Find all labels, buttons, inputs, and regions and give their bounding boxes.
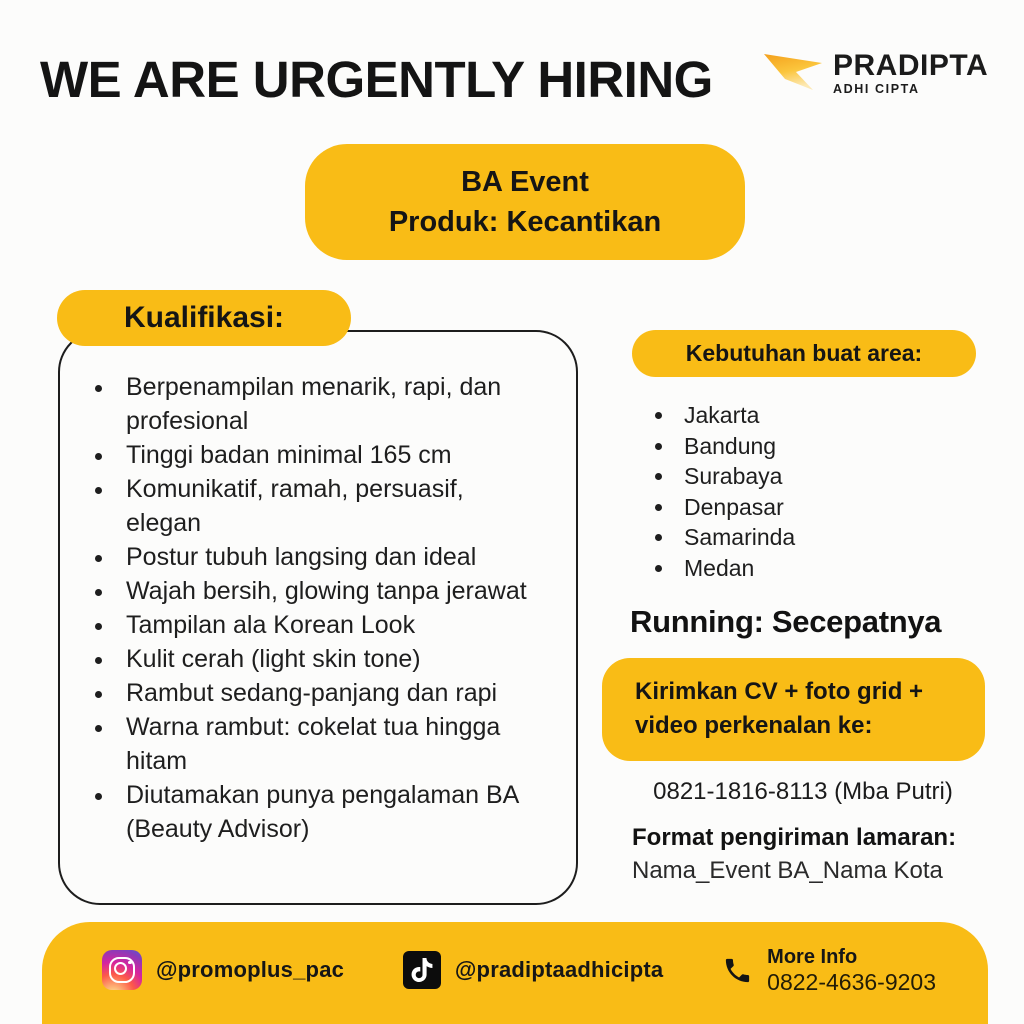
area-item: • Denpasar <box>676 492 795 523</box>
tiktok-contact[interactable] <box>403 951 663 989</box>
qualification-item: • Warna rambut: cokelat tua hingga hitam <box>116 710 536 778</box>
qualification-item: • Berpenampilan menarik, rapi, dan profesional <box>116 370 536 438</box>
qualification-item: • Diutamakan punya pengalaman BA (Beauty Advisor) <box>116 778 536 846</box>
area-item: • Medan <box>676 553 795 584</box>
format-label: Format pengiriman lamaran: <box>632 824 957 851</box>
more-info-label: More Info <box>767 945 858 968</box>
qualifications-box <box>58 330 578 905</box>
qualification-item: • Wajah bersih, glowing tanpa jerawat <box>116 574 536 608</box>
footer-bar <box>42 922 988 1024</box>
brand-logo-text <box>833 51 988 96</box>
phone-icon <box>722 955 753 986</box>
instagram-handle[interactable]: @promoplus_pac <box>156 957 345 982</box>
application-phone[interactable]: 0821-1816-8113 (Mba Putri) <box>653 778 953 805</box>
instagram-icon <box>102 950 142 990</box>
area-item: • Bandung <box>676 431 795 462</box>
more-info-contact[interactable] <box>722 945 936 996</box>
instagram-contact[interactable] <box>102 950 344 990</box>
cta-banner <box>602 658 985 761</box>
tiktok-handle[interactable]: @pradiptaadhicipta <box>454 957 664 982</box>
areas-heading-pill: Kebutuhan buat area: <box>632 330 976 377</box>
cta-line1: Kirimkan CV + foto grid + <box>635 678 924 705</box>
area-item: • Jakarta <box>676 400 795 431</box>
qualification-item: • Tinggi badan minimal 165 cm <box>116 438 536 472</box>
qualification-item: • Tampilan ala Korean Look <box>116 608 536 642</box>
instagram-camera-flash-dot <box>128 961 132 965</box>
brand-name: PRADIPTA <box>833 49 989 82</box>
brand-subtitle: ADHI CIPTA <box>833 82 920 96</box>
area-item: • Surabaya <box>676 461 795 492</box>
format-value: Nama_Event BA_Nama Kota <box>632 857 943 884</box>
running-heading: Running: Secepatnya <box>630 604 942 639</box>
qualifications-heading-pill: Kualifikasi: <box>57 290 351 346</box>
qualifications-list <box>92 370 536 846</box>
qualification-item: • Kulit cerah (light skin tone) <box>116 642 536 676</box>
qualification-item: • Postur tubuh langsing dan ideal <box>116 540 536 574</box>
position-line1: BA Event <box>461 166 589 198</box>
areas-list <box>656 400 795 583</box>
tiktok-icon <box>403 951 441 989</box>
area-item: • Samarinda <box>676 522 795 553</box>
brand-logo <box>762 44 988 98</box>
more-info-phone[interactable]: 0822-4636-9203 <box>767 968 936 995</box>
brand-logo-icon <box>762 44 824 98</box>
cta-line2: video perkenalan ke: <box>635 712 873 739</box>
qualification-item: • Komunikatif, ramah, persuasif, elegan <box>116 472 536 540</box>
position-banner <box>305 144 745 260</box>
qualification-item: • Rambut sedang-panjang dan rapi <box>116 676 536 710</box>
more-info-text <box>767 945 936 996</box>
position-line2: Produk: Kecantikan <box>388 206 662 238</box>
instagram-camera-lens <box>114 962 127 975</box>
page-title: WE ARE URGENTLY HIRING <box>40 51 713 108</box>
